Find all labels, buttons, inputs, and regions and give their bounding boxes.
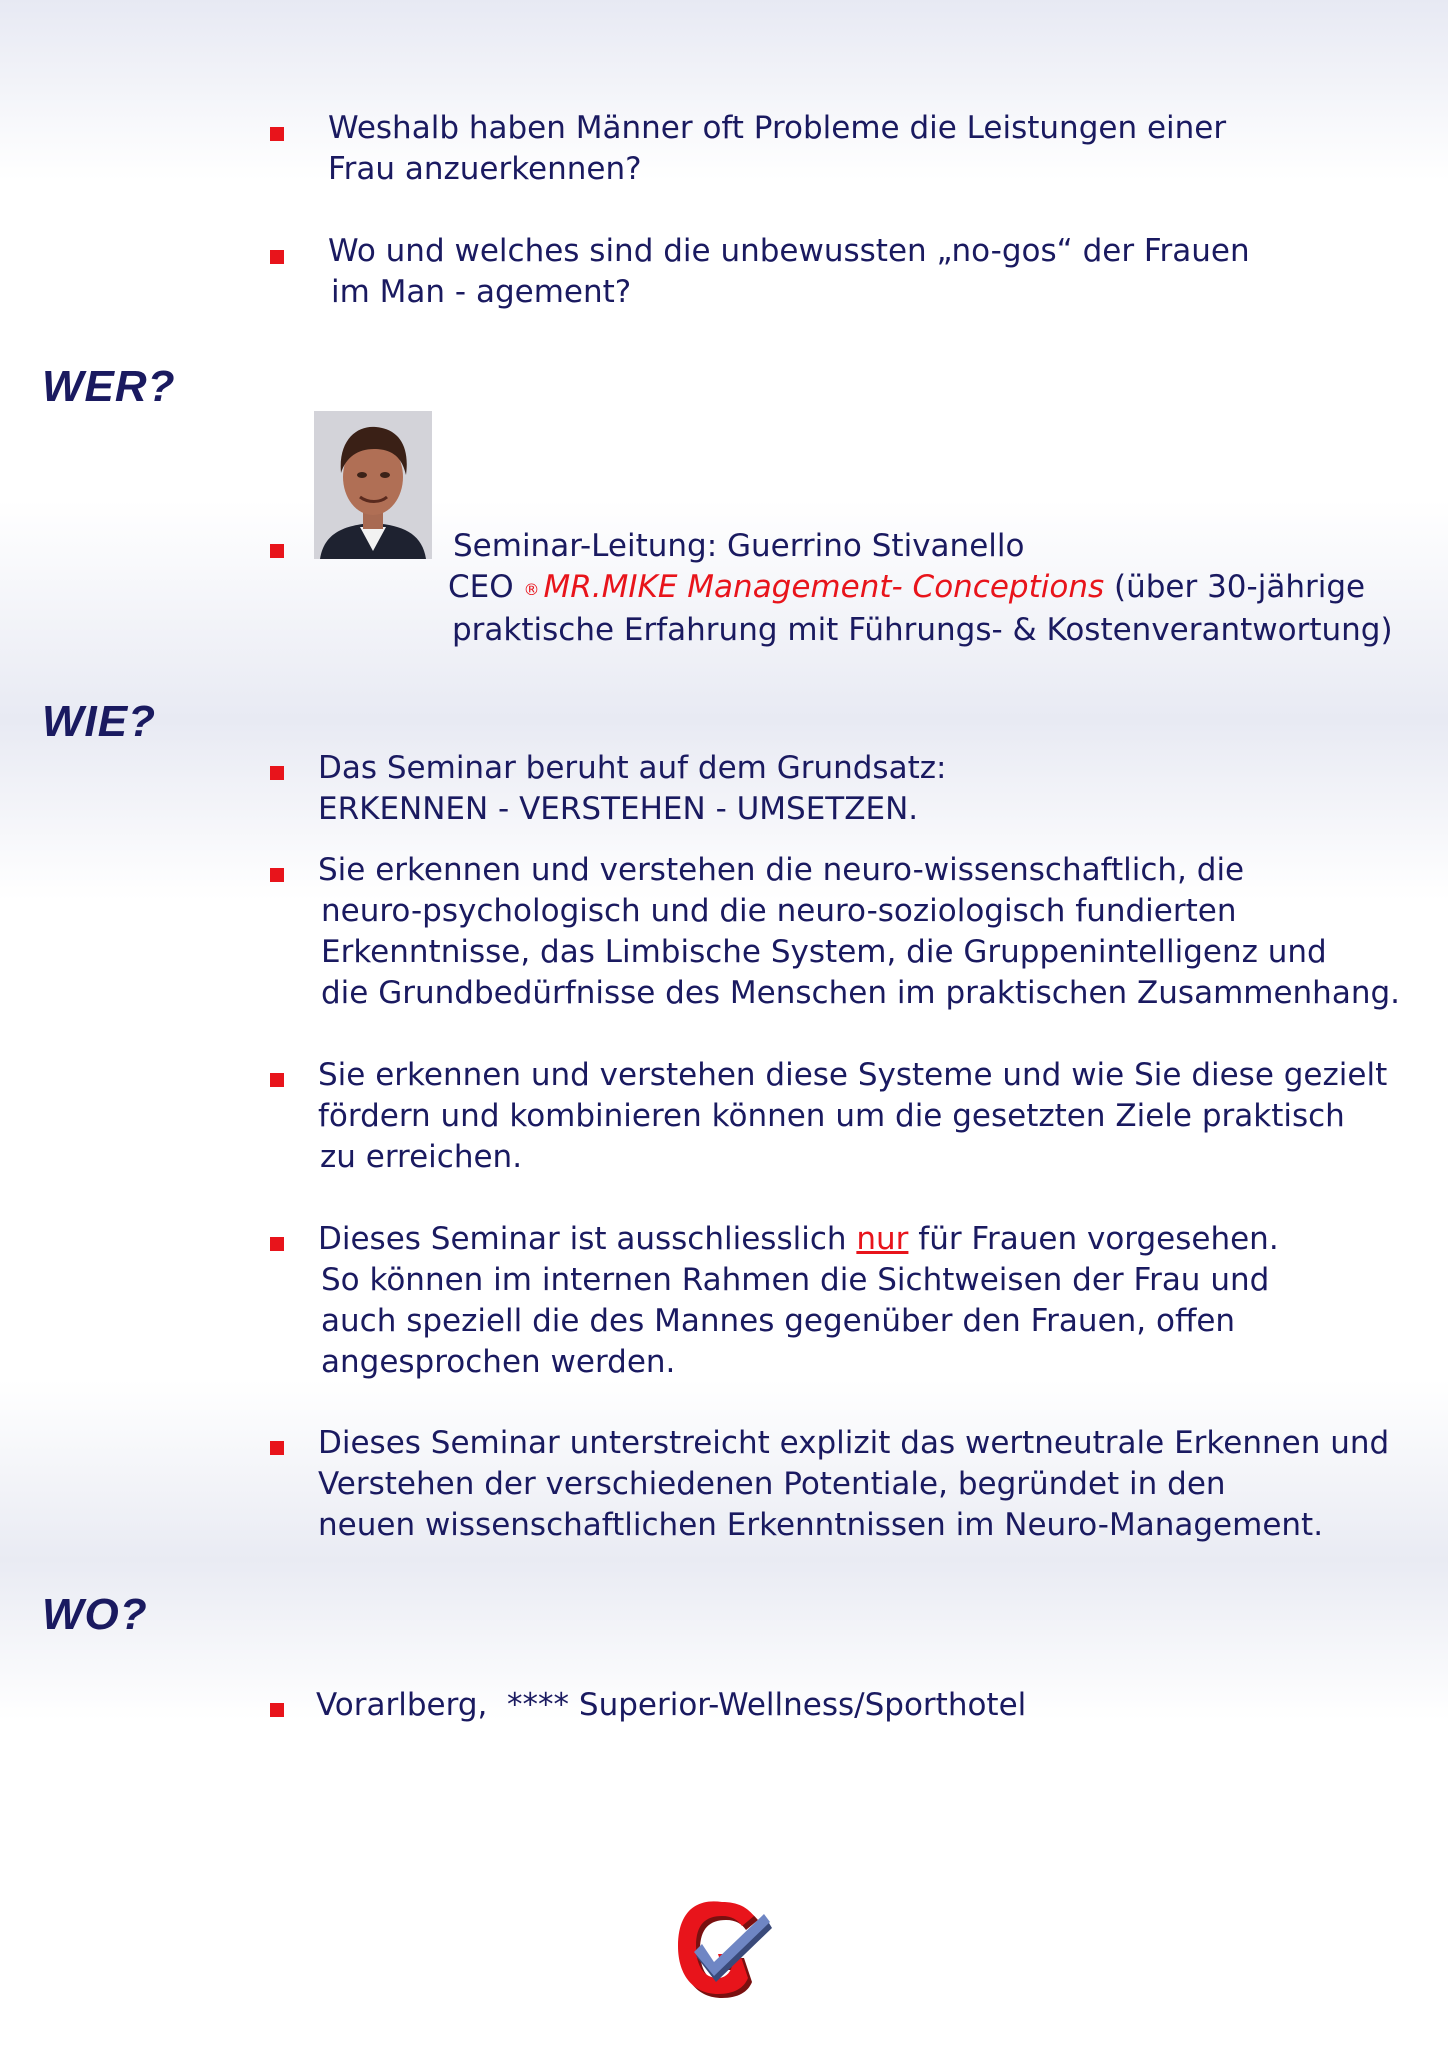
text-line: Sie erkennen und verstehen diese Systeme und wie Sie diese gezielt bbox=[318, 1057, 1388, 1093]
bullet-icon bbox=[270, 544, 284, 558]
wie-bullet-3 bbox=[318, 1055, 1387, 1178]
bullet-icon bbox=[270, 1441, 284, 1455]
underlined-word: nur bbox=[856, 1221, 909, 1257]
company-name: MR.MIKE Management- Conceptions bbox=[543, 569, 1105, 605]
heading-wer: WER? bbox=[42, 362, 176, 411]
text-line: neuro-psychologisch und die neuro-soziologisch fundierten bbox=[321, 893, 1237, 929]
bullet-icon bbox=[270, 1703, 284, 1717]
text-line: im Man - agement? bbox=[331, 274, 632, 310]
bullet-icon bbox=[270, 868, 284, 882]
text-line: Das Seminar beruht auf dem Grundsatz: bbox=[318, 750, 947, 786]
text-line: zu erreichen. bbox=[320, 1139, 523, 1175]
bullet-icon bbox=[270, 1073, 284, 1087]
intro-bullet-2 bbox=[328, 231, 1250, 313]
text-line: Frau anzuerkennen? bbox=[328, 151, 642, 187]
bullet-icon bbox=[270, 1237, 284, 1251]
location-text: Vorarlberg, **** Superior-Wellness/Sporthotel bbox=[316, 1687, 1027, 1723]
text-line: Wo und welches sind die unbewussten „no-gos“ der Frauen bbox=[328, 233, 1250, 269]
text-line: Weshalb haben Männer oft Probleme die Leistungen einer bbox=[328, 110, 1227, 146]
text-line bbox=[318, 1219, 1279, 1260]
seminar-leader-block bbox=[448, 526, 1393, 651]
text-segment: für Frauen vorgesehen. bbox=[908, 1221, 1279, 1257]
text-line: fördern und kombinieren können um die gesetzten Ziele praktisch bbox=[318, 1098, 1345, 1134]
wie-bullet-2 bbox=[318, 850, 1400, 1014]
leader-experience-line: praktische Erfahrung mit Führungs- & Kostenverantwortung) bbox=[452, 612, 1393, 648]
text-segment: Dieses Seminar ist ausschliesslich bbox=[318, 1221, 857, 1257]
leader-ceo-line bbox=[448, 567, 1393, 610]
text-line: angesprochen werden. bbox=[321, 1344, 676, 1380]
text-line: Verstehen der verschiedenen Potentiale, begründet in den bbox=[318, 1466, 1226, 1502]
registered-mark: ® bbox=[523, 580, 540, 599]
text-line: neuen wissenschaftlichen Erkenntnissen im Neuro-Management. bbox=[318, 1507, 1324, 1543]
text-line: ERKENNEN - VERSTEHEN - UMSETZEN. bbox=[318, 791, 919, 827]
ceo-label: CEO bbox=[448, 569, 524, 605]
text-line: auch speziell die des Mannes gegenüber den Frauen, offen bbox=[321, 1303, 1236, 1339]
bullet-icon bbox=[270, 250, 284, 264]
text-line: die Grundbedürfnisse des Menschen im praktischen Zusammenhang. bbox=[321, 975, 1401, 1011]
gm-checkmark-logo-icon bbox=[670, 1894, 778, 2004]
text-line: Erkenntnisse, das Limbische System, die Gruppenintelligenz und bbox=[321, 934, 1327, 970]
text-line: Sie erkennen und verstehen die neuro-wissenschaftlich, die bbox=[318, 852, 1245, 888]
wie-bullet-5 bbox=[318, 1423, 1389, 1546]
heading-wie: WIE? bbox=[42, 697, 156, 746]
bullet-icon bbox=[270, 766, 284, 780]
portrait-photo bbox=[314, 411, 432, 559]
text-line: So können im internen Rahmen die Sichtweisen der Frau und bbox=[321, 1262, 1270, 1298]
experience-text: (über 30-jährige bbox=[1104, 569, 1366, 605]
intro-bullet-1 bbox=[328, 108, 1226, 190]
bullet-icon bbox=[270, 127, 284, 141]
leader-name: Seminar-Leitung: Guerrino Stivanello bbox=[453, 528, 1025, 564]
wie-bullet-4 bbox=[318, 1219, 1279, 1383]
heading-wo: WO? bbox=[42, 1590, 148, 1639]
text-line: Dieses Seminar unterstreicht explizit das wertneutrale Erkennen und bbox=[318, 1425, 1390, 1461]
leader-name-line bbox=[448, 526, 1393, 567]
wie-bullet-1 bbox=[318, 748, 946, 830]
